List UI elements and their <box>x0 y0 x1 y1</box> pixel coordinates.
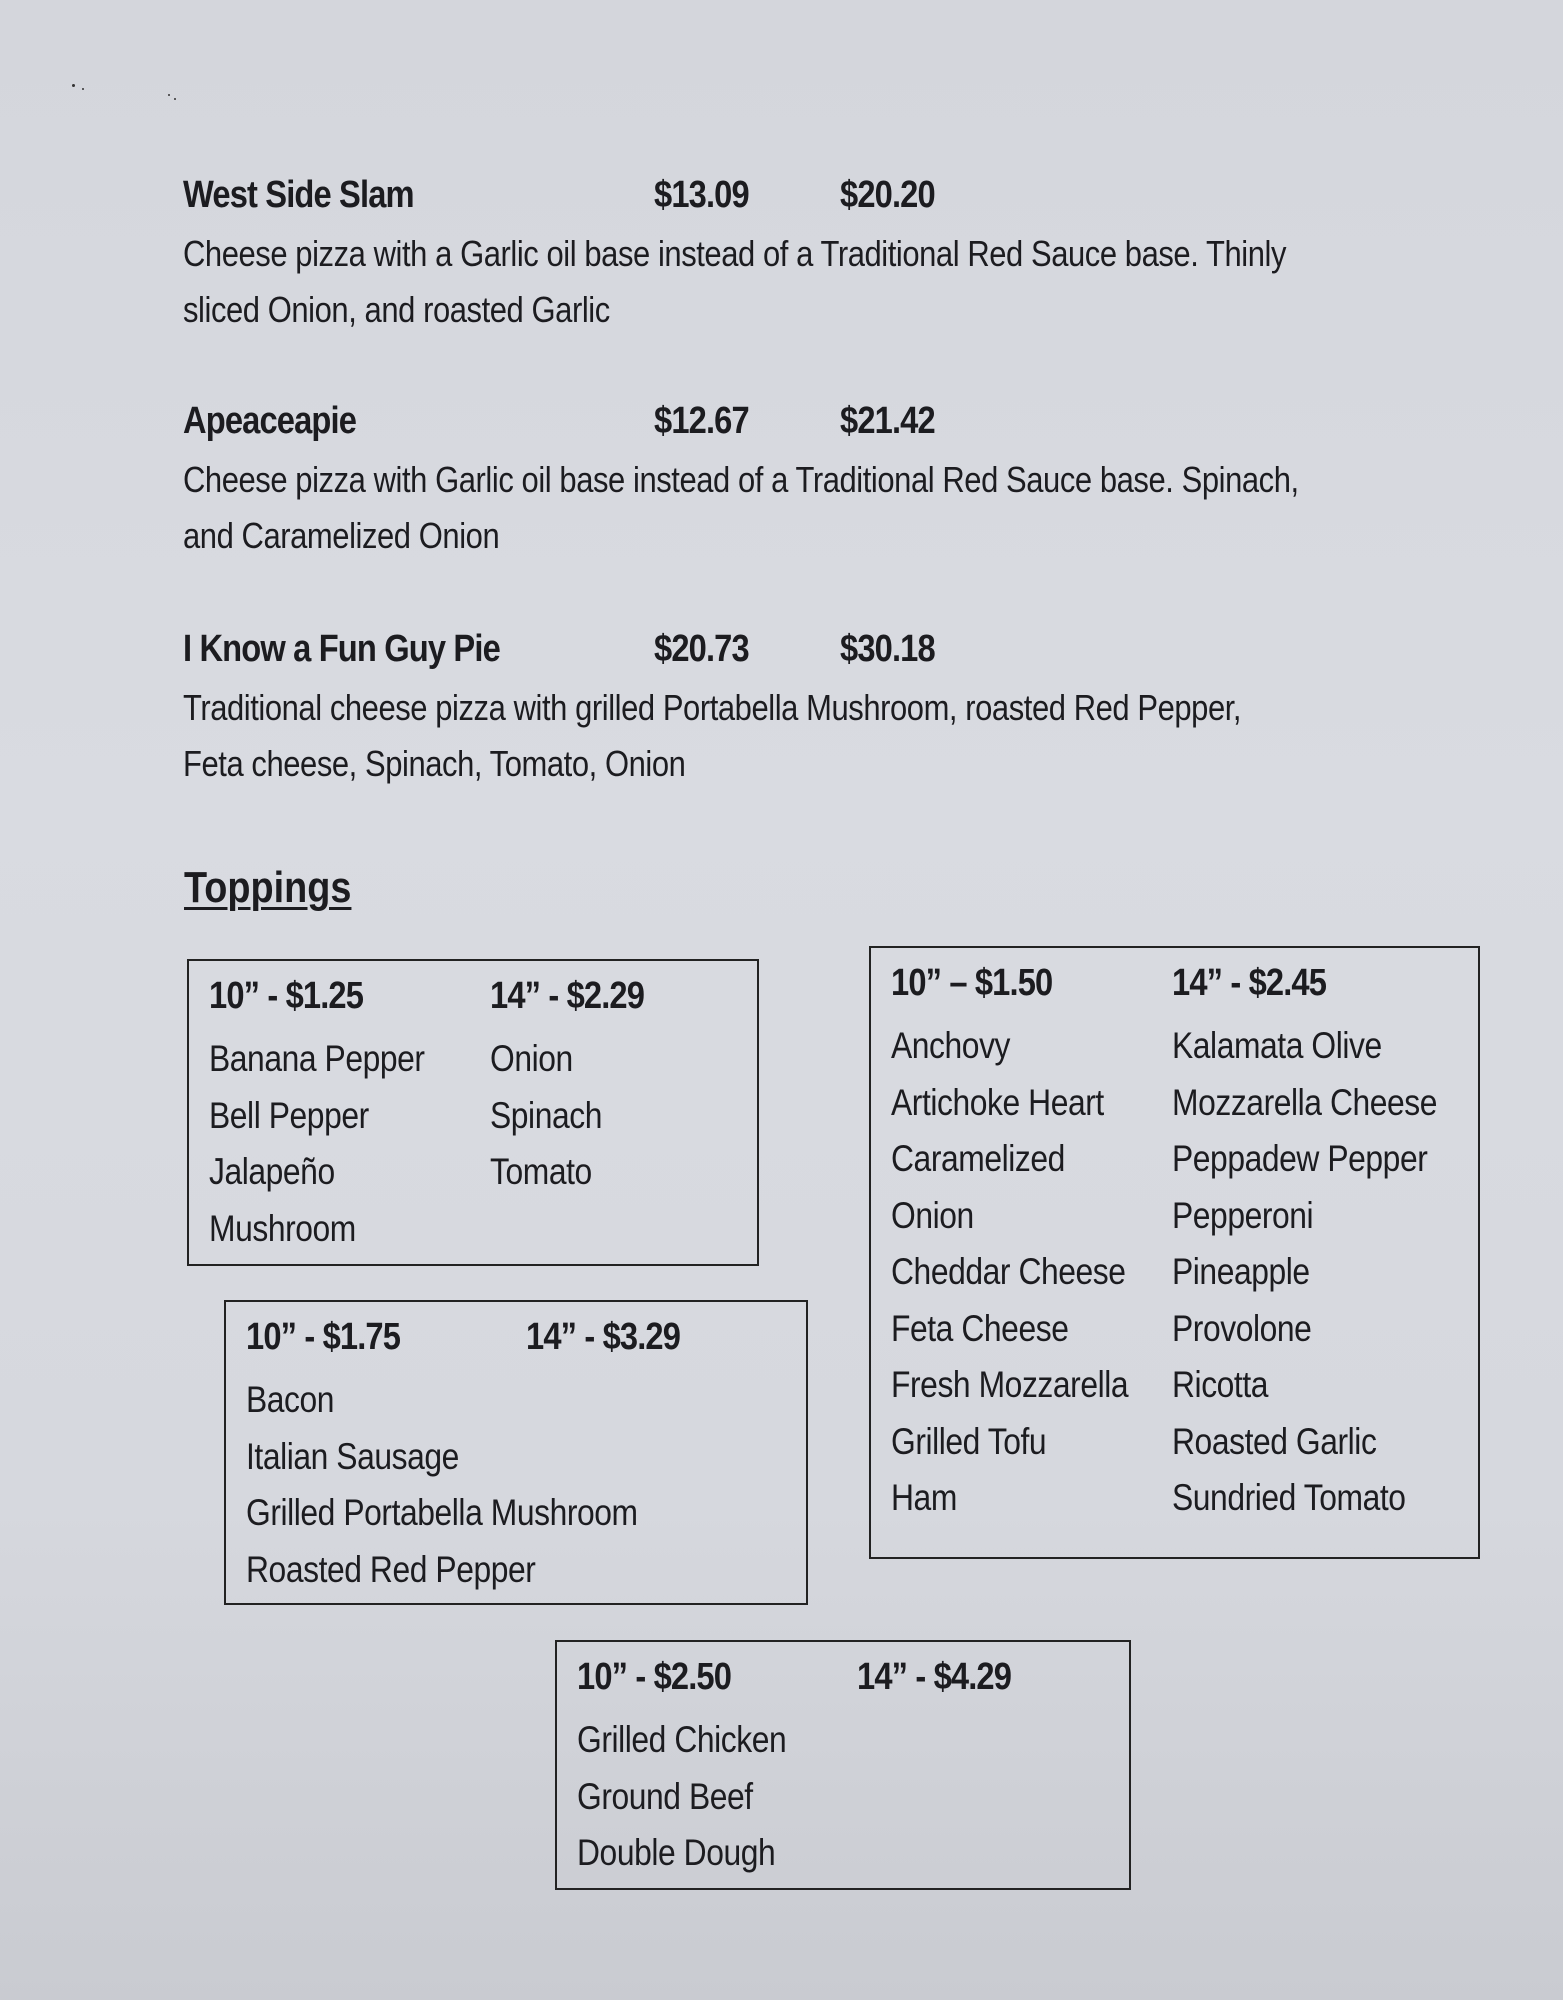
item-price-10: $20.73 <box>654 628 749 670</box>
topping-item: Mushroom <box>209 1207 356 1249</box>
description-line: Cheese pizza with Garlic oil base instead of a Traditional Red Sauce base. Spinach, <box>183 459 1299 500</box>
price-14-label: 14” - $4.29 <box>857 1656 1012 1698</box>
topping-item: Bell Pepper <box>209 1094 369 1136</box>
topping-item: Bacon <box>246 1379 335 1420</box>
toppings-box-125 <box>187 959 759 1266</box>
topping-item: Banana Pepper <box>209 1038 425 1079</box>
menu-item-west-side-slam <box>183 174 1383 338</box>
topping-item: Grilled Portabella Mushroom <box>246 1492 638 1533</box>
description-line: sliced Onion, and roasted Garlic <box>183 289 610 330</box>
item-description <box>183 452 1387 564</box>
menu-item-fun-guy-pie <box>183 628 1383 792</box>
price-14-label: 14” - $3.29 <box>526 1316 681 1358</box>
item-price-14: $21.42 <box>840 400 935 442</box>
topping-item: Double Dough <box>577 1832 776 1873</box>
toppings-column <box>490 1031 620 1201</box>
price-10-label: 10” - $1.25 <box>209 975 364 1017</box>
topping-item: Tomato <box>490 1151 592 1192</box>
topping-item: Pepperoni <box>1172 1194 1314 1236</box>
topping-item: Pineapple <box>1172 1251 1310 1292</box>
topping-item: Sundried Tomato <box>1172 1477 1406 1518</box>
topping-item: Artichoke Heart <box>891 1081 1104 1123</box>
item-description <box>183 680 1387 792</box>
topping-item: Roasted Garlic <box>1172 1420 1377 1462</box>
description-line: Traditional cheese pizza with grilled Portabella Mushroom, roasted Red Pepper, <box>183 687 1242 728</box>
topping-item: Ricotta <box>1172 1364 1269 1405</box>
toppings-column <box>246 1372 701 1598</box>
topping-item: Spinach <box>490 1094 602 1136</box>
price-14-label: 14” - $2.29 <box>490 975 645 1017</box>
item-name: I Know a Fun Guy Pie <box>183 628 500 670</box>
topping-item: Peppadew Pepper <box>1172 1138 1428 1179</box>
topping-item: Italian Sausage <box>246 1435 459 1477</box>
toppings-box-250 <box>555 1640 1131 1890</box>
toppings-box-150 <box>869 946 1480 1559</box>
topping-item: Onion <box>490 1038 573 1079</box>
topping-item: Caramelized <box>891 1138 1065 1179</box>
toppings-box-175 <box>224 1300 808 1605</box>
topping-item: Roasted Red Pepper <box>246 1548 536 1590</box>
topping-item: Grilled Tofu <box>891 1420 1047 1462</box>
description-line: Cheese pizza with a Garlic oil base instead of a Traditional Red Sauce base. Thinly <box>183 233 1287 274</box>
item-price-10: $13.09 <box>654 174 749 216</box>
toppings-column <box>891 1018 1167 1527</box>
price-10-label: 10” – $1.50 <box>891 962 1053 1004</box>
toppings-column <box>1172 1018 1480 1527</box>
price-10-label: 10” - $1.75 <box>246 1316 401 1358</box>
topping-item: Onion <box>891 1194 974 1236</box>
topping-item: Fresh Mozzarella <box>891 1364 1129 1405</box>
topping-item: Cheddar Cheese <box>891 1251 1126 1292</box>
price-10-label: 10” - $2.50 <box>577 1656 732 1698</box>
topping-item: Grilled Chicken <box>577 1719 787 1760</box>
toppings-column <box>577 1712 820 1882</box>
item-price-14: $20.20 <box>840 174 935 216</box>
item-description <box>183 226 1387 338</box>
topping-item: Mozzarella Cheese <box>1172 1081 1438 1123</box>
item-name: Apeaceapie <box>183 400 357 442</box>
menu-item-apeaceapie <box>183 400 1383 564</box>
topping-item: Jalapeño <box>209 1151 335 1192</box>
topping-item: Ham <box>891 1477 957 1518</box>
description-line: Feta cheese, Spinach, Tomato, Onion <box>183 743 686 784</box>
item-price-14: $30.18 <box>840 628 935 670</box>
price-14-label: 14” - $2.45 <box>1172 962 1327 1004</box>
description-line: and Caramelized Onion <box>183 515 500 556</box>
topping-item: Ground Beef <box>577 1775 753 1817</box>
item-price-10: $12.67 <box>654 400 749 442</box>
paper-speck <box>82 88 84 90</box>
paper-speck <box>168 94 170 96</box>
item-name: West Side Slam <box>183 174 414 216</box>
paper-speck <box>72 84 75 87</box>
topping-item: Anchovy <box>891 1025 1011 1066</box>
topping-item: Provolone <box>1172 1307 1312 1349</box>
topping-item: Feta Cheese <box>891 1307 1069 1349</box>
toppings-column <box>209 1031 460 1257</box>
paper-speck <box>174 98 176 100</box>
topping-item: Kalamata Olive <box>1172 1025 1382 1066</box>
toppings-heading: Toppings <box>184 863 352 912</box>
